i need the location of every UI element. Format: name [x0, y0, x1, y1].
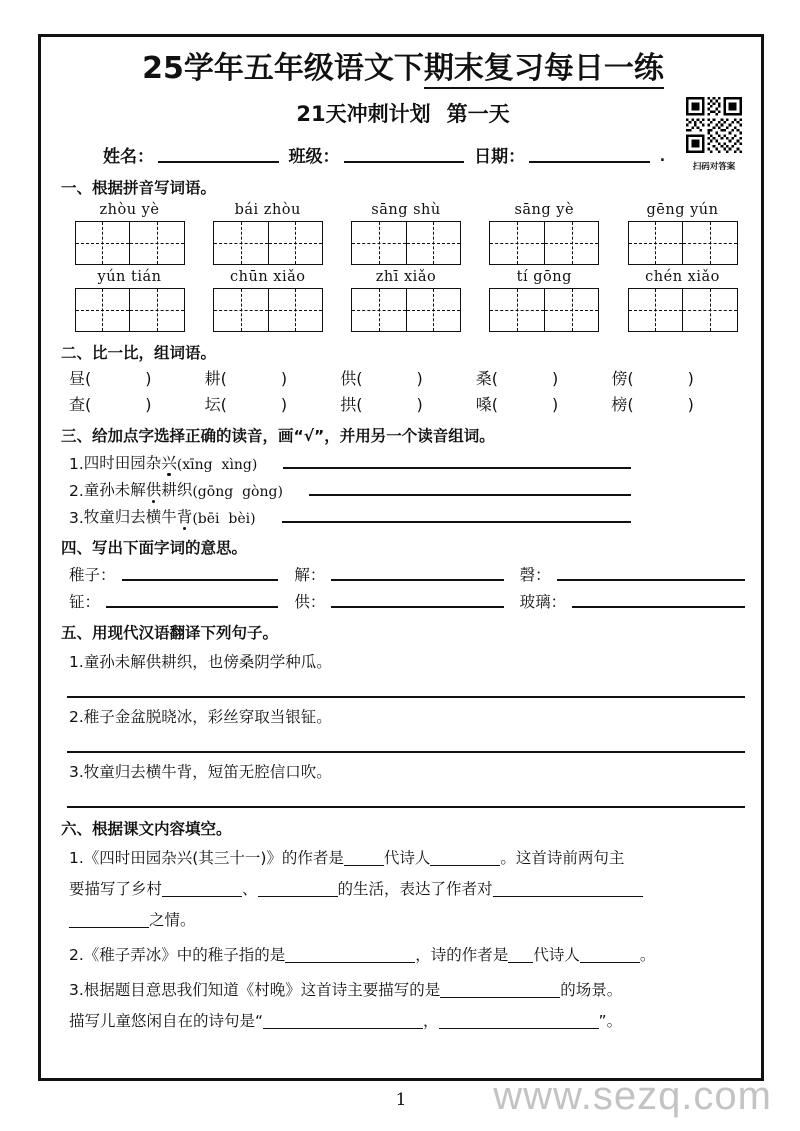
section6-heading: 六、根据课文内容填空。	[61, 820, 232, 838]
meaning-answer-line[interactable]	[331, 606, 503, 608]
pinyin-cell	[482, 269, 607, 332]
q1-blank-6[interactable]	[69, 911, 149, 928]
fill-blank-question-3	[55, 975, 751, 1037]
dotted-char: 供	[146, 478, 162, 500]
name-input-line[interactable]	[158, 161, 279, 163]
answer-line[interactable]	[309, 494, 631, 496]
word-build-item	[611, 366, 747, 389]
paren-open: (	[491, 369, 499, 388]
pinyin-label: yún tián	[97, 269, 162, 285]
paren-close[interactable]: )	[552, 369, 559, 388]
tianzige-box[interactable]	[213, 288, 323, 332]
q1-text-a: 1.《四时田园杂兴(其三十一)》的作者是	[69, 849, 344, 867]
paren-close[interactable]: )	[552, 395, 559, 414]
answer-line[interactable]	[282, 521, 631, 523]
q3-text-d: ，	[423, 1012, 439, 1030]
paren-open: (	[627, 395, 634, 414]
meaning-label: 磬：	[519, 566, 551, 584]
meaning-row-2	[55, 590, 751, 612]
char-label: 榜	[611, 395, 628, 414]
item-text-before: 童孙未解	[83, 481, 146, 499]
pinyin-row-1	[55, 202, 751, 265]
pinyin-cell	[344, 202, 469, 265]
pinyin-label: zhòu yè	[99, 202, 160, 218]
meaning-item	[520, 563, 745, 585]
word-build-item	[69, 366, 205, 389]
item-number: 2.	[69, 482, 84, 500]
word-build-item	[476, 366, 612, 389]
title-underlined-part: 期末复习每日一练	[424, 51, 664, 89]
subtitle-day-label: 第一天	[446, 102, 510, 126]
worksheet-content	[55, 41, 751, 1037]
pinyin-label: bái zhòu	[234, 202, 301, 218]
word-build-item	[69, 392, 205, 415]
paren-open: (	[356, 395, 363, 414]
q1-blank-2[interactable]	[430, 849, 500, 866]
pinyin-cell	[482, 202, 607, 265]
meaning-item	[69, 563, 294, 585]
student-info-row	[55, 142, 751, 167]
pronunciation-item-2	[55, 478, 751, 500]
pinyin-label: sāng shù	[371, 202, 441, 218]
translate-sentence-2: 2.稚子金盆脱晓冰，彩丝穿取当银钲。	[69, 708, 332, 726]
class-label: 班级：	[288, 147, 340, 167]
pronunciation-item-1	[55, 451, 751, 473]
pinyin-choices[interactable]: (gōng gòng)	[192, 484, 283, 500]
q1-text-c: 。这首诗前两句主	[500, 849, 625, 867]
char-label: 耕	[204, 369, 221, 388]
q1-text-e: 、	[242, 880, 258, 898]
qr-code-icon[interactable]	[686, 97, 742, 153]
paren-open: (	[491, 395, 499, 414]
translate-answer-line-3[interactable]	[67, 806, 745, 808]
tianzige-box[interactable]	[351, 221, 461, 265]
paren-close[interactable]: )	[687, 369, 694, 388]
paren-open: (	[85, 395, 92, 414]
item-number: 3.	[69, 509, 84, 527]
char-label: 坛	[204, 395, 221, 414]
q3-text-b: 的场景。	[560, 981, 623, 999]
fill-blank-question-2	[55, 940, 751, 971]
class-input-line[interactable]	[344, 161, 465, 163]
meaning-answer-line[interactable]	[106, 606, 278, 608]
section2-heading: 二、比一比，组词语。	[61, 344, 217, 362]
dotted-char: 背	[177, 505, 193, 527]
word-build-item	[205, 366, 341, 389]
pinyin-cell	[344, 269, 469, 332]
paren-open: (	[356, 369, 363, 388]
translate-answer-line-1[interactable]	[67, 696, 745, 698]
word-build-row-2	[55, 392, 751, 415]
tianzige-box[interactable]	[75, 288, 185, 332]
meaning-label: 玻璃：	[519, 593, 567, 611]
char-label: 傍	[611, 369, 628, 388]
meaning-label: 供：	[294, 593, 326, 611]
pinyin-cell	[205, 202, 330, 265]
pinyin-choices[interactable]: (bēi bèi)	[192, 511, 256, 527]
char-label: 供	[340, 369, 357, 388]
paren-close[interactable]: )	[280, 369, 288, 388]
paren-open: (	[627, 369, 634, 388]
pinyin-label: sāng yè	[514, 202, 575, 218]
char-label: 查	[69, 395, 86, 414]
tianzige-box[interactable]	[489, 288, 599, 332]
item-text-before: 四时田园杂	[83, 454, 162, 472]
meaning-item	[69, 590, 294, 612]
paren-close[interactable]: )	[145, 369, 152, 388]
pinyin-row-2	[55, 269, 751, 332]
q2-text-b: ，诗的作者是	[415, 946, 509, 964]
trailing-dot: .	[659, 149, 666, 165]
q3-blank-2[interactable]	[263, 1012, 423, 1029]
meaning-label: 稚子：	[69, 566, 116, 584]
meaning-label: 钲：	[69, 593, 101, 611]
q3-text-e: ”。	[598, 1012, 623, 1030]
q1-blank-5[interactable]	[493, 880, 643, 897]
meaning-answer-line[interactable]	[557, 579, 745, 581]
tianzige-box[interactable]	[628, 221, 738, 265]
paren-open: (	[220, 395, 227, 414]
paren-close[interactable]: )	[145, 395, 152, 414]
word-build-row-1	[55, 366, 751, 389]
char-label: 拱	[340, 395, 357, 414]
meaning-answer-line[interactable]	[572, 606, 745, 608]
item-number: 1.	[69, 455, 84, 473]
q1-text-f: 的生活，表达了作者对	[337, 880, 493, 898]
word-build-item	[340, 392, 476, 415]
q2-blank-1[interactable]	[285, 946, 415, 963]
q3-text-c: 描写儿童悠闲自在的诗句是“	[69, 1012, 264, 1030]
paren-close[interactable]: )	[416, 395, 423, 414]
word-build-item	[611, 392, 747, 415]
paren-open: (	[85, 369, 92, 388]
page-subtitle	[55, 98, 751, 128]
q3-blank-1[interactable]	[440, 981, 560, 998]
translate-sentence-3: 3.牧童归去横牛背，短笛无腔信口吹。	[69, 763, 332, 781]
q2-text-d: 。	[639, 946, 656, 964]
page-title	[55, 43, 751, 87]
paren-close[interactable]: )	[416, 369, 423, 388]
q3-blank-3[interactable]	[439, 1012, 599, 1029]
pinyin-label: chén xiǎo	[645, 269, 720, 285]
pinyin-cell	[620, 202, 745, 265]
translate-sentence-1: 1.童孙未解供耕织，也傍桑阴学种瓜。	[69, 653, 332, 671]
q1-text-b: 代诗人	[383, 849, 431, 867]
page-number: 1	[395, 1090, 407, 1110]
pinyin-label: zhī xiǎo	[375, 269, 437, 285]
tianzige-box[interactable]	[489, 221, 599, 265]
date-label: 日期：	[474, 147, 526, 167]
dotted-char: 兴	[161, 451, 177, 473]
word-build-item	[476, 392, 612, 415]
meaning-answer-line[interactable]	[122, 579, 279, 581]
word-build-item	[340, 366, 476, 389]
section3-heading: 三、给加点字选择正确的读音，画“√”，并用另一个读音组词。	[61, 427, 495, 445]
pinyin-cell	[620, 269, 745, 332]
item-text-after: 耕织	[161, 481, 193, 499]
item-text-before: 牧童归去横牛	[83, 508, 177, 526]
q1-text-g: 之情。	[149, 911, 196, 929]
pinyin-label: tí gōng	[516, 269, 572, 285]
pinyin-label: gēng yún	[646, 202, 719, 218]
tianzige-box[interactable]	[75, 221, 185, 265]
q2-blank-3[interactable]	[580, 946, 640, 963]
char-label: 桑	[475, 369, 492, 388]
date-input-line[interactable]	[529, 161, 650, 163]
pinyin-cell	[67, 269, 192, 332]
pinyin-cell	[67, 202, 192, 265]
watermark: www.sezq.com	[493, 1074, 772, 1118]
meaning-row-1	[55, 563, 751, 585]
q3-text-a: 3.根据题目意思我们知道《村晚》这首诗主要描写的是	[69, 981, 441, 999]
fill-blank-question-1	[55, 843, 751, 936]
q2-text-a: 2.《稚子弄冰》中的稚子指的是	[69, 946, 286, 964]
q1-blank-1[interactable]	[344, 849, 384, 866]
q1-blank-4[interactable]	[258, 880, 338, 897]
meaning-answer-line[interactable]	[331, 579, 503, 581]
char-label: 昼	[69, 369, 86, 388]
pinyin-choices[interactable]: (xīng xìng)	[176, 457, 258, 473]
translate-answer-line-2[interactable]	[67, 751, 745, 753]
subtitle-plan-label: 21天冲刺计划	[296, 102, 431, 126]
q2-blank-2[interactable]	[508, 946, 533, 963]
word-build-item	[205, 392, 341, 415]
paren-open: (	[220, 369, 227, 388]
meaning-item	[294, 563, 519, 585]
qr-caption: 扫码对答案	[692, 162, 736, 172]
section4-heading: 四、写出下面字词的意思。	[61, 539, 248, 557]
meaning-item	[520, 590, 745, 612]
paren-close[interactable]: )	[280, 395, 288, 414]
pinyin-label: chūn xiǎo	[230, 269, 306, 285]
section5-heading: 五、用现代汉语翻译下列句子。	[61, 624, 279, 642]
tianzige-box[interactable]	[628, 288, 738, 332]
tianzige-box[interactable]	[351, 288, 461, 332]
section1-heading: 一、根据拼音写词语。	[61, 179, 217, 197]
q1-text-d: 要描写了乡村	[69, 880, 163, 898]
pronunciation-item-3	[55, 505, 751, 527]
paren-close[interactable]: )	[687, 395, 694, 414]
char-label: 嗓	[475, 395, 492, 414]
meaning-label: 解：	[294, 566, 326, 584]
title-plain-part: 25学年五年级语文下	[142, 51, 424, 86]
answer-line[interactable]	[283, 467, 631, 469]
name-label: 姓名：	[103, 147, 154, 167]
pinyin-cell	[205, 269, 330, 332]
q1-blank-3[interactable]	[162, 880, 242, 897]
tianzige-box[interactable]	[213, 221, 323, 265]
meaning-item	[294, 590, 519, 612]
qr-code-block	[683, 97, 745, 172]
q2-text-c: 代诗人	[533, 946, 580, 964]
